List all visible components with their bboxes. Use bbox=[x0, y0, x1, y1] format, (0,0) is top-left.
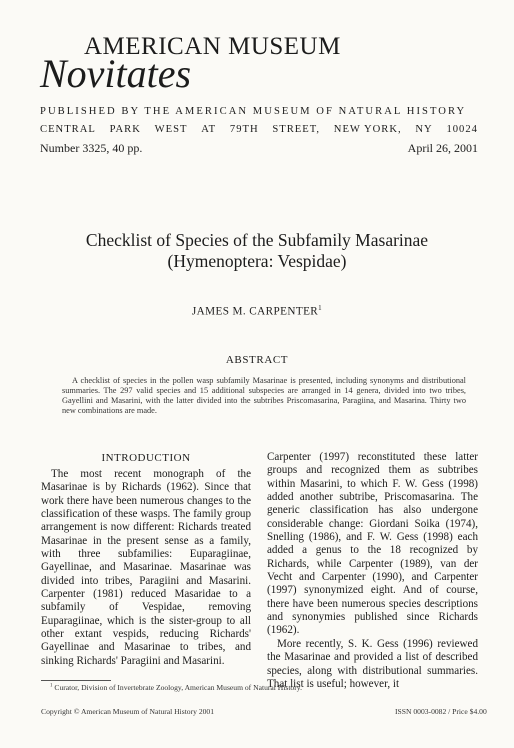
address-word: 10024 bbox=[446, 124, 478, 135]
copyright: Copyright © American Museum of Natural History 2001 bbox=[41, 707, 215, 716]
issue-number: Number 3325, 40 pp. bbox=[40, 141, 143, 155]
address-word: AT bbox=[201, 124, 217, 135]
article-title bbox=[0, 230, 514, 272]
address-word: NEW YORK, bbox=[333, 124, 402, 135]
issue-date: April 26, 2001 bbox=[407, 141, 478, 155]
introduction-paragraph: More recently, S. K. Gess (1996) reviewed the Masarinae and provided a list of described species, along with distributional summaries. That list is useful; however, it bbox=[267, 637, 478, 690]
author-name: JAMES M. CARPENTER bbox=[191, 305, 319, 318]
footnote-mark: 1 bbox=[50, 683, 53, 689]
abstract-heading: ABSTRACT bbox=[225, 354, 289, 366]
address-word: 79TH bbox=[229, 124, 259, 135]
address-word: PARK bbox=[109, 124, 141, 135]
masthead-title: Novitates bbox=[40, 51, 192, 96]
abstract-text: A checklist of species in the pollen wasp subfamily Masarinae is presented, including synonyms and distributional summaries. The 297 valid species and 15 additional subspecies are arranged in 14 genera, divided into two tribes, Gayellini and Masarini, with the latter divided into the subtribes Priscomasarina, Paragiina, and Masarina. Thirty two new combinations are made. bbox=[62, 376, 466, 415]
introduction-heading: INTRODUCTION bbox=[101, 452, 191, 464]
published-by-line: PUBLISHED BY THE AMERICAN MUSEUM OF NATURAL HISTORY bbox=[40, 106, 467, 117]
introduction-paragraph-continued: Carpenter (1997) reconstituted these latter groups and recognized them as subtribes within Masarini, to which F. W. Gess (1998) added another subtribe, Priscomasarina. The generic classification has also undergone considerable change: Giordani Soika (1974), Snelling (1986), and F. W. Gess (1998) each added a genus to the 18 recognized by Richards, while Carpenter (1989), van der Vecht and Carpenter (1990), and Carpenter (1997) synonymized eight. And of course, there have been numerous species descriptions and synonymies published since Richards (1962). bbox=[267, 451, 478, 637]
left-column bbox=[41, 451, 251, 668]
author bbox=[0, 304, 514, 318]
issue-info-line bbox=[40, 141, 478, 156]
footnote-rule bbox=[41, 680, 111, 681]
footnote bbox=[50, 683, 302, 692]
issn-price: ISSN 0003-0082 / Price $4.00 bbox=[395, 707, 487, 716]
address-word: NY bbox=[415, 124, 433, 135]
address-word: CENTRAL bbox=[40, 124, 96, 135]
title-line: (Hymenoptera: Vespidae) bbox=[167, 251, 347, 271]
author-footnote-mark: 1 bbox=[318, 304, 323, 312]
introduction-paragraph: The most recent monograph of the Masarinae is by Richards (1962). Since that work there have been numerous changes to the classification of these wasps. The family group arrangement is now different: Richards treated Masarinae in the present sense as a family, with three subfamilies: Euparagiinae, Gayellinae, and Masarinae. Masarinae was divided into tribes, Paragiini and Masarini. Carpenter (1981) reduced Masaridae to a subfamily of Vespidae, removing Euparagiinae, which is the sister-group to all other extant vespids, reducing Richards' Gayellinae and Masarinae to tribes, and sinking Richards' Paragiini and Masarini. bbox=[41, 468, 251, 667]
right-column bbox=[267, 451, 478, 691]
masthead-top: AMERICAN MUSEUM bbox=[84, 33, 341, 60]
address-word: STREET, bbox=[272, 124, 321, 135]
address-line bbox=[40, 124, 478, 135]
title-line: Checklist of Species of the Subfamily Masarinae bbox=[85, 230, 429, 250]
footnote-text: Curator, Division of Invertebrate Zoology, American Museum of Natural History. bbox=[54, 683, 302, 692]
address-word: WEST bbox=[154, 124, 188, 135]
